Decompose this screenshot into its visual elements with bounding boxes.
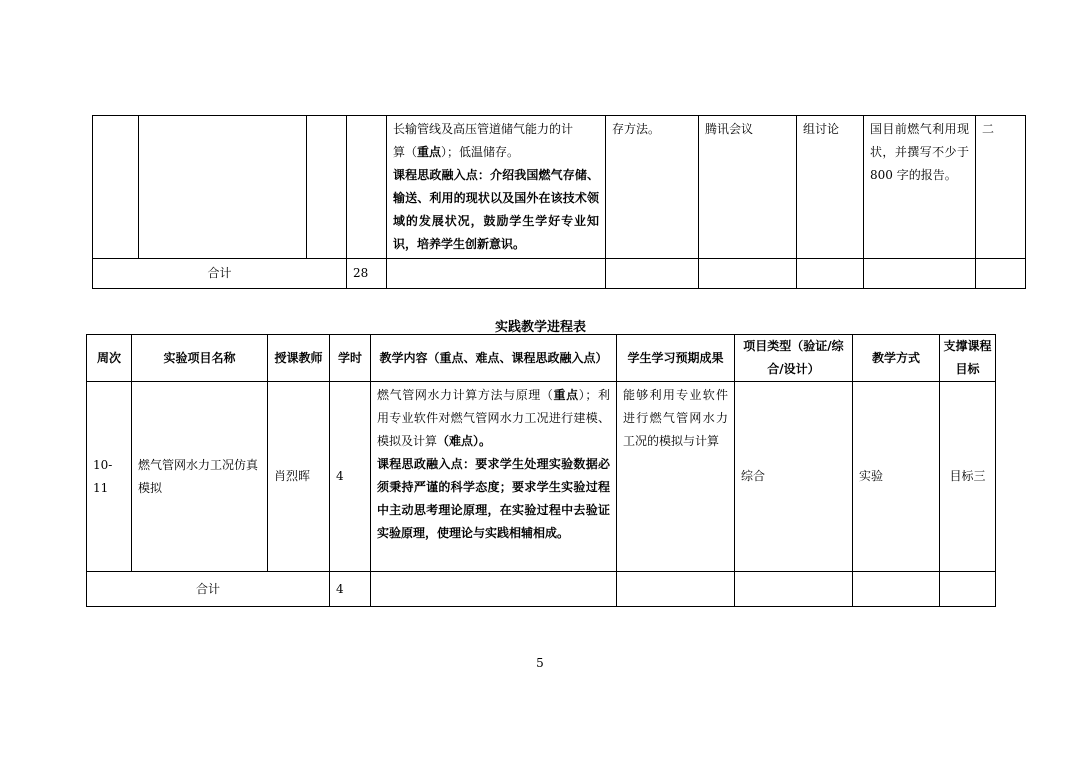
- week-cell: 10-11: [87, 382, 132, 572]
- page-number: 5: [536, 656, 544, 670]
- cell-empty: [606, 259, 699, 289]
- cell-empty: [940, 572, 996, 607]
- header-content: 教学内容（重点、难点、课程思政融入点）: [371, 335, 617, 382]
- content-cell: [371, 382, 617, 572]
- cell-empty: [371, 572, 617, 607]
- course-schedule-table: [92, 115, 1026, 289]
- practice-schedule-table: [86, 334, 996, 607]
- ideology-text: 课程思政融入点：介绍我国燃气存储、输送、利用的现状以及国外在该技术领域的发展状况，鼓励学生学好专业知识，培养学生创新意识。: [393, 168, 599, 251]
- cell-empty: [617, 572, 735, 607]
- teacher-cell: 肖烈晖: [268, 382, 330, 572]
- platform-cell: 腾讯会议: [699, 116, 797, 259]
- outcome-cell: 存方法。: [606, 116, 699, 259]
- ideology-text: 课程思政融入点：要求学生处理实验数据必须秉持严谨的科学态度；要求学生实验过程中主动思考理论原理，在实验过程中去验证实验原理，使理论与实践相辅相成。: [377, 457, 610, 540]
- outcome-cell: 能够利用专业软件进行燃气管网水力工况的模拟与计算: [617, 382, 735, 572]
- cell-empty: [387, 259, 606, 289]
- total-hours: 28: [347, 259, 387, 289]
- header-method: 教学方式: [853, 335, 940, 382]
- key-point-label: 重点: [553, 388, 579, 402]
- content-text: ）；利用专业软件对燃气管网水力工况进行建模、模拟及计算: [377, 388, 610, 448]
- header-hours: 学时: [330, 335, 371, 382]
- header-project: 实验项目名称: [132, 335, 268, 382]
- cell-empty: [853, 572, 940, 607]
- header-teacher: 授课教师: [268, 335, 330, 382]
- cell-empty: [347, 116, 387, 259]
- header-outcome: 学生学习预期成果: [617, 335, 735, 382]
- project-cell: 燃气管网水力工况仿真模拟: [132, 382, 268, 572]
- cell-empty: [864, 259, 976, 289]
- content-text: 燃气管网水力计算方法与原理（: [377, 388, 554, 402]
- hours-cell: 4: [330, 382, 371, 572]
- content-text: 长输管线及高压管道储气能力的计: [393, 122, 574, 136]
- practice-table-title: 实践教学进程表: [494, 320, 586, 335]
- cell-empty: [93, 116, 139, 259]
- header-goal: 支撑课程目标: [940, 335, 996, 382]
- assignment-cell: 国目前燃气利用现状，并撰写不少于 800 字的报告。: [864, 116, 976, 259]
- header-week: 周次: [87, 335, 132, 382]
- cell-empty: [735, 572, 853, 607]
- goal-cell: 二: [976, 116, 1026, 259]
- method-cell: 实验: [853, 382, 940, 572]
- goal-cell: 目标三: [940, 382, 996, 572]
- content-cell: [387, 116, 606, 259]
- total-label: 合计: [93, 259, 347, 289]
- type-cell: 综合: [735, 382, 853, 572]
- total-row: [87, 572, 996, 607]
- content-text: ）；低温储存。: [441, 145, 520, 159]
- cell-empty: [699, 259, 797, 289]
- cell-empty: [307, 116, 347, 259]
- header-type: 项目类型（验证/综合/设计）: [735, 335, 853, 382]
- total-row: [93, 259, 1026, 289]
- cell-empty: [797, 259, 864, 289]
- method-cell: 组讨论: [797, 116, 864, 259]
- cell-empty: [976, 259, 1026, 289]
- table-row: [87, 382, 996, 572]
- total-hours: 4: [330, 572, 371, 607]
- total-label: 合计: [87, 572, 330, 607]
- cell-empty: [139, 116, 307, 259]
- key-point-label: 重点: [417, 145, 442, 159]
- difficulty-label: （难点）。: [437, 434, 492, 448]
- content-text: 算（: [393, 145, 418, 159]
- header-row: [87, 335, 996, 382]
- table-row: [93, 116, 1026, 259]
